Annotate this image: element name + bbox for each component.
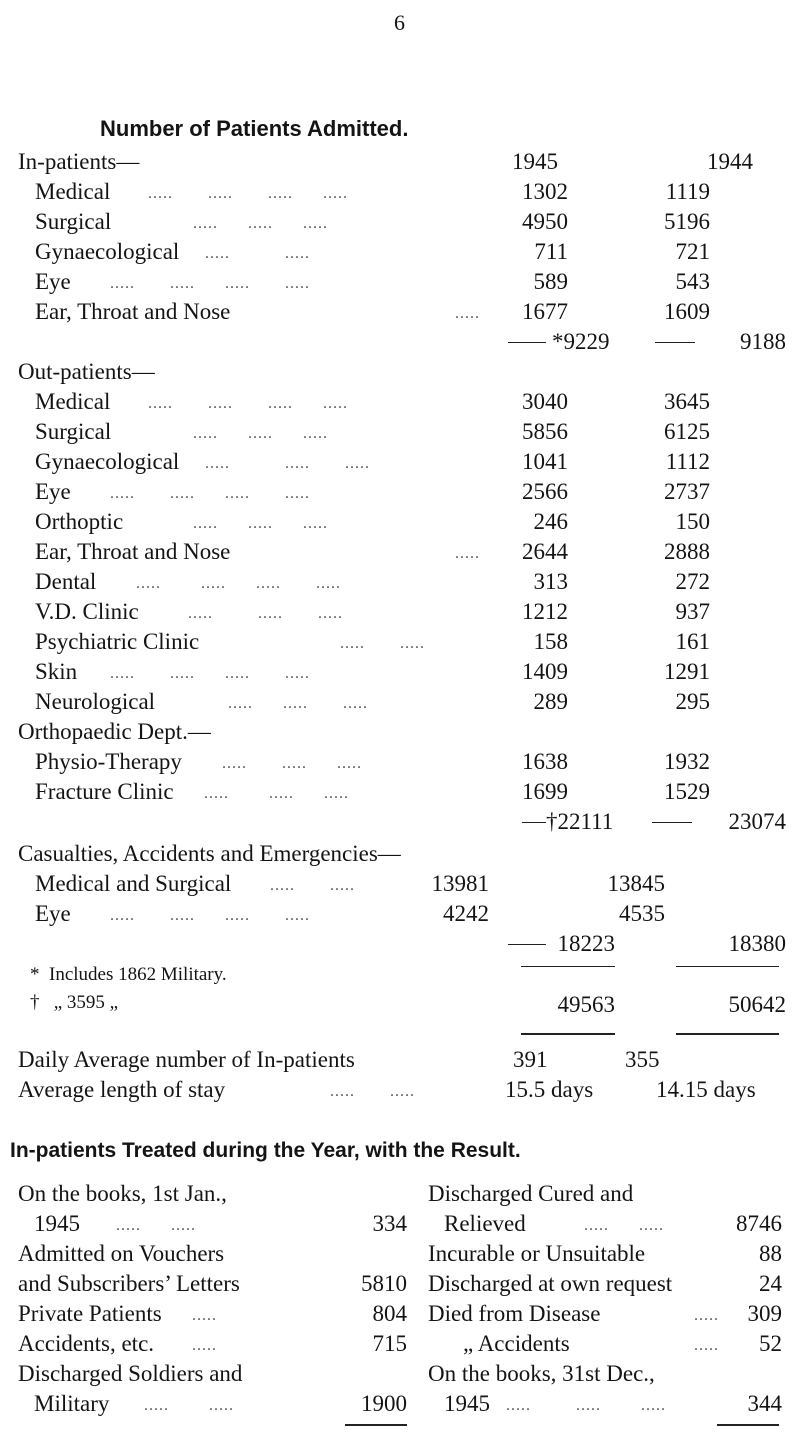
leader-dots: ..... .....: [205, 245, 310, 262]
leader-dots: .....: [455, 305, 480, 322]
average-stay-1945: 15.5 days: [505, 1077, 594, 1102]
leader-dots: ..... ..... ..... .....: [110, 275, 310, 292]
value-1944: 937: [675, 599, 710, 624]
leader-dots: .....: [694, 1337, 719, 1354]
footnote-dagger: [30, 992, 118, 1014]
row-label: Medical: [35, 389, 111, 414]
row-label: Psychiatric Clinic: [35, 629, 200, 654]
footnote-mark: *: [30, 964, 40, 985]
footnote-military: [30, 964, 227, 986]
casualties-total-1945: 18223: [557, 931, 615, 956]
leader-dots: ..... ..... ..... .....: [148, 185, 348, 202]
out-patients-total-1945: †22111: [546, 809, 614, 834]
daily-average-1945: 391: [513, 1047, 548, 1072]
value-1945: 1302: [522, 179, 568, 204]
value-1944: 161: [675, 629, 710, 654]
value-1944: 272: [675, 569, 710, 594]
item-label: Admitted on Vouchers: [18, 1241, 225, 1266]
value-1945: 1212: [522, 599, 568, 624]
item-label: Discharged Cured and: [428, 1181, 634, 1206]
leader-dots: .....: [192, 1337, 217, 1354]
leader-dots: ..... ..... .....: [148, 425, 328, 442]
value-1944: 2888: [664, 539, 710, 564]
leader-dots: ..... ..... ..... .....: [110, 665, 310, 682]
leader-dots: ..... .....: [270, 877, 355, 894]
item-label: Military: [34, 1391, 110, 1416]
value-1945: 246: [533, 509, 568, 534]
grand-total-rule-bottom-left: [521, 1033, 615, 1035]
item-label: and Subscribers’ Letters: [18, 1271, 240, 1296]
row-label: Gynaecological: [35, 239, 180, 264]
leader-dots: ..... ..... .....: [188, 605, 343, 622]
row-label: Eye: [35, 479, 71, 504]
leader-dots: ..... ..... .....: [148, 515, 328, 532]
leader-dots: ..... .....: [584, 1217, 664, 1234]
leader-dots: .....: [192, 1307, 217, 1324]
row-label: Neurological: [35, 689, 156, 714]
value-1945: 1041: [522, 449, 568, 474]
item-label: „ Accidents: [463, 1331, 570, 1356]
value-1945: 4950: [522, 209, 568, 234]
row-label: Eye: [35, 269, 71, 294]
value-1945: 2644: [522, 539, 568, 564]
average-stay-1944: 14.15 days: [656, 1077, 756, 1102]
admitted-title: Number of Patients Admitted.: [100, 116, 409, 141]
row-label: Gynaecological: [35, 449, 180, 474]
out-patients-heading: Out-patients—: [18, 359, 155, 384]
grand-total-rule-top-right: [676, 966, 779, 967]
casualties-heading: Casualties, Accidents and Emergencies—: [18, 841, 401, 866]
subtotal-rule-left: [508, 342, 546, 343]
item-label: Incurable or Unsuitable: [428, 1241, 646, 1266]
leader-dots: ..... ..... .....: [204, 785, 349, 802]
value-1944: 543: [675, 269, 710, 294]
value-1945: 13981: [431, 871, 489, 896]
row-label: V.D. Clinic: [35, 599, 139, 624]
row-label: Surgical: [35, 209, 112, 234]
leader-dots: ..... ..... .....: [222, 755, 362, 772]
value-1945: 5856: [522, 419, 568, 444]
value-1945: 1409: [522, 659, 568, 684]
value-1945: 589: [533, 269, 568, 294]
leader-dots: ..... ..... ..... .....: [148, 395, 348, 412]
leader-dots: .....: [455, 545, 480, 562]
value-1945: 3040: [522, 389, 568, 414]
leader-dots: ..... .....: [340, 635, 425, 652]
right-total-rule: [717, 1424, 779, 1426]
subtotal-rule-right: [655, 342, 695, 343]
value-1945: 711: [534, 239, 568, 264]
leader-dots: ..... ..... ..... .....: [110, 485, 310, 502]
value-1945: 2566: [522, 479, 568, 504]
year-1945-header: 1945: [512, 149, 558, 174]
item-value: 804: [372, 1301, 407, 1326]
value-1945: 1677: [522, 299, 568, 324]
value-1944: 1932: [664, 749, 710, 774]
row-label: Orthoptic: [35, 509, 124, 534]
left-total-rule: [345, 1424, 407, 1426]
item-label: Discharged Soldiers and: [18, 1361, 243, 1386]
item-value: 5810: [361, 1271, 407, 1296]
item-label: On the books, 31st Dec.,: [428, 1361, 655, 1386]
value-1944: 13845: [607, 871, 665, 896]
row-label: Surgical: [35, 419, 112, 444]
row-label: Skin: [35, 659, 78, 684]
orthopaedic-heading: Orthopaedic Dept.—: [18, 719, 211, 744]
value-1944: 4535: [619, 901, 665, 926]
footnote-text: „ 3595 „: [53, 992, 119, 1013]
leader-dots: ..... .....: [330, 1083, 415, 1100]
value-1945: 158: [533, 629, 568, 654]
value-1944: 5196: [664, 209, 710, 234]
value-1945: 313: [533, 569, 568, 594]
item-value: 88: [759, 1241, 782, 1266]
footnote-mark: †: [30, 992, 40, 1013]
leader-dots: ..... ..... .....: [148, 215, 328, 232]
leader-dots: ..... ..... .....: [205, 455, 370, 472]
subtotal-rule-left: [522, 822, 546, 823]
value-1944: 2737: [664, 479, 710, 504]
daily-average-1944: 355: [625, 1047, 660, 1072]
year-1944-header: 1944: [707, 149, 753, 174]
in-patients-total-1945: *9229: [552, 329, 610, 354]
average-stay-label: Average length of stay: [18, 1077, 226, 1102]
value-1944: 6125: [664, 419, 710, 444]
leader-dots: ..... ..... ..... .....: [136, 575, 341, 592]
row-label: Eye: [35, 901, 71, 926]
value-1944: 1609: [664, 299, 710, 324]
item-label: Died from Disease: [428, 1301, 601, 1326]
value-1944: 1112: [665, 449, 710, 474]
grand-total-rule-top-left: [521, 966, 615, 967]
casualties-total-1944: 18380: [728, 931, 786, 956]
item-label: Discharged at own request: [428, 1271, 673, 1296]
value-1944: 150: [675, 509, 710, 534]
row-label: Medical and Surgical: [35, 871, 232, 896]
leader-dots: ..... ..... .....: [228, 695, 368, 712]
daily-average-label: Daily Average number of In-patients: [18, 1047, 355, 1072]
row-label: Physio-Therapy: [35, 749, 182, 774]
value-1944: 721: [675, 239, 710, 264]
item-value: 309: [747, 1301, 782, 1326]
item-value: 715: [372, 1331, 407, 1356]
grand-total-1944: 50642: [728, 992, 786, 1017]
row-label: Ear, Throat and Nose: [35, 299, 231, 324]
row-label: Fracture Clinic: [35, 779, 174, 804]
in-patients-total-1944: 9188: [740, 329, 786, 354]
item-value: 344: [747, 1391, 782, 1416]
item-label: 1945: [34, 1211, 80, 1236]
page-number: 6: [394, 10, 405, 35]
item-label: Accidents, etc.: [18, 1331, 155, 1356]
item-value: 1900: [361, 1391, 407, 1416]
grand-total-1945: 49563: [557, 992, 615, 1017]
value-1945: 1638: [522, 749, 568, 774]
value-1945: 289: [533, 689, 568, 714]
leader-dots: ..... ..... .....: [506, 1397, 666, 1414]
row-label: Medical: [35, 179, 111, 204]
row-label: Dental: [35, 569, 97, 594]
value-1944: 1119: [665, 179, 710, 204]
leader-dots: .....: [694, 1307, 719, 1324]
value-1945: 1699: [522, 779, 568, 804]
value-1944: 3645: [664, 389, 710, 414]
subtotal-rule-right: [652, 822, 692, 823]
leader-dots: ..... .....: [144, 1397, 234, 1414]
footnote-text: Includes 1862 Military.: [49, 964, 227, 985]
value-1944: 1291: [664, 659, 710, 684]
subtotal-rule-left: [508, 944, 546, 945]
item-label: On the books, 1st Jan.,: [18, 1181, 227, 1206]
value-1945: 4242: [443, 901, 489, 926]
out-patients-total-1944: 23074: [728, 809, 786, 834]
item-value: 52: [759, 1331, 782, 1356]
leader-dots: ..... ..... ..... .....: [110, 907, 310, 924]
item-value: 8746: [736, 1211, 782, 1236]
item-value: 24: [759, 1271, 782, 1296]
item-value: 334: [372, 1211, 407, 1236]
value-1944: 1529: [664, 779, 710, 804]
row-label: Ear, Throat and Nose: [35, 539, 231, 564]
leader-dots: ..... .....: [116, 1217, 196, 1234]
treated-title: In-patients Treated during the Year, with the Result.: [10, 1139, 521, 1162]
item-label: Private Patients: [18, 1301, 162, 1326]
in-patients-heading: In-patients—: [18, 149, 140, 174]
grand-total-rule-bottom-right: [676, 1033, 779, 1035]
value-1944: 295: [675, 689, 710, 714]
item-label: Relieved: [444, 1211, 526, 1236]
item-label: 1945: [444, 1391, 490, 1416]
